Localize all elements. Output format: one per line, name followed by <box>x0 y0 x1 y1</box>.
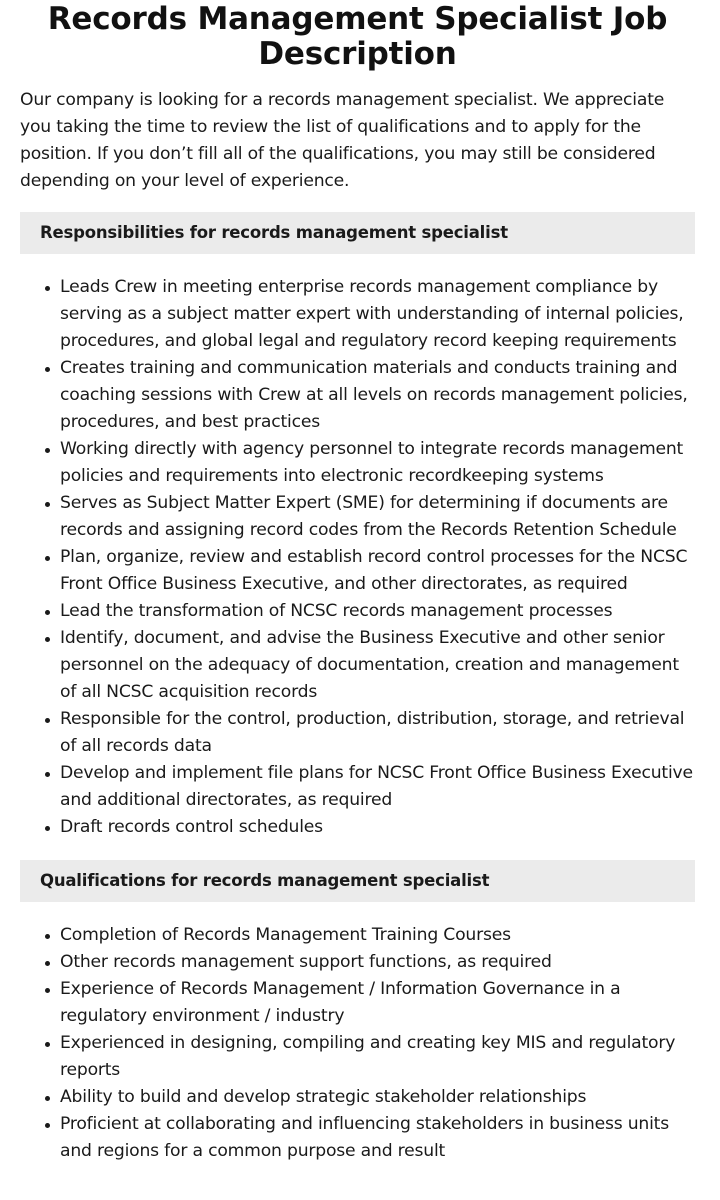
qualifications-heading: Qualifications for records management specialist <box>20 860 695 902</box>
list-item: Other records management support functions, as required <box>60 949 695 976</box>
list-item: Lead the transformation of NCSC records management processes <box>60 598 695 625</box>
list-item: Ability to build and develop strategic stakeholder relationships <box>60 1084 695 1111</box>
list-item: Completion of Records Management Training Courses <box>60 922 695 949</box>
list-item: Serves as Subject Matter Expert (SME) for determining if documents are records and assigning record codes from the Records Retention Schedule <box>60 490 695 544</box>
list-item: Identify, document, and advise the Business Executive and other senior personnel on the adequacy of documentation, creation and management of all NCSC acquisition records <box>60 625 695 706</box>
list-item: Plan, organize, review and establish record control processes for the NCSC Front Office Business Executive, and other directorates, as required <box>60 544 695 598</box>
responsibilities-list <box>20 274 695 841</box>
list-item: Experience of Records Management / Information Governance in a regulatory environment / industry <box>60 976 695 1030</box>
qualifications-list <box>20 922 695 1165</box>
list-item: Experienced in designing, compiling and creating key MIS and regulatory reports <box>60 1030 695 1084</box>
responsibilities-heading: Responsibilities for records management specialist <box>20 212 695 254</box>
list-item: Leads Crew in meeting enterprise records management compliance by serving as a subject matter expert with understanding of internal policies, procedures, and global legal and regulatory record keeping requirements <box>60 274 695 355</box>
list-item: Creates training and communication materials and conducts training and coaching sessions with Crew at all levels on records management policies, procedures, and best practices <box>60 355 695 436</box>
list-item: Working directly with agency personnel to integrate records management policies and requirements into electronic recordkeeping systems <box>60 436 695 490</box>
list-item: Responsible for the control, production, distribution, storage, and retrieval of all records data <box>60 706 695 760</box>
list-item: Draft records control schedules <box>60 814 695 841</box>
intro-paragraph: Our company is looking for a records management specialist. We appreciate you taking the time to review the list of qualifications and to apply for the position. If you don’t fill all of the qualifications, you may still be considered depending on your level of experience. <box>20 90 665 191</box>
list-item: Proficient at collaborating and influencing stakeholders in business units and regions for a common purpose and result <box>60 1111 695 1165</box>
list-item: Develop and implement file plans for NCSC Front Office Business Executive and additional directorates, as required <box>60 760 695 814</box>
page-title: Records Management Specialist Job Description <box>47 1 668 72</box>
